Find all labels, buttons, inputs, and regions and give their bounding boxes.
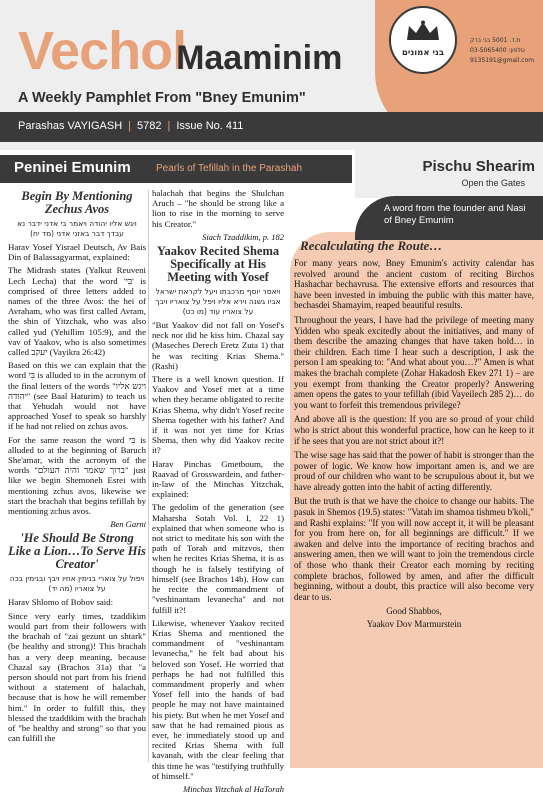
paragraph: Based on this we can explain that the word בִּי is alluded to in the acronym of the final letters of the words "ויגש אליו יהודה" (see Baal Haturim) to teach us that Yehudah would not have approached Yosef to speak so harshly if he had not relied on zchus avos. [8, 360, 147, 432]
paragraph: The Midrash states (Yalkut Reuveni Lech Lecha) that the word 'בִּי' is comprised of three letters added to names of the three Avos: the hei of Avraham, who was first called Avram, the shin of Yitzchak, who was also called yud (Yehillim 105:9), and the vav of Yaakov, who is also sometimes called יעקב (Vayikra 26:42) [8, 265, 146, 358]
founder-article-body [294, 258, 534, 630]
title-maaminim: Maaminim [176, 39, 343, 77]
paragraph: Likewise, whenever Yaakov recited Krias Shema and mentioned the commandment of "veshinantam levanecha," he felt bad about his beloved son Yosef. He worried that perhaps he had not fulfilled this commandment properly and when Yosef fell into the hands of bad people he may not have maintained his piety. But when he met Yosef and saw that he had remained pious as ever, he immediately stood up and recited Krias Shema with full kavanah, with the clear feeling that this time he was "testifying truthfully of himself." [152, 617, 284, 781]
paragraph: halachah that begins the Shulchan Aruch – "he should be strong like a lion to rise in the morning to serve his Creator." [152, 188, 284, 229]
founder-article-title: Recalculating the Route… [300, 238, 443, 253]
hebrew-verse: ויאסר יוסף מרכבתו ויעל לקראת ישראל אביו גשנה וירא אליו ויפל על צואריו ויבך על צואריו עוד (מו כט) [155, 287, 281, 317]
section-title-left: Peninei Emunim [14, 159, 131, 176]
paragraph: Since very early times, tzaddikim would part from their followers with the brachah of "zai gezunt un shtark" (be healthy and strong)! This brachah has a very deep meaning, because Chazal say (Brachos 31a) that "a person should not part from his friend without a statement of halachah, because that is how he will remember him." In order to fulfill this, they blessed the tzaddikim with the brachah of "be healthy and strong" so that you can fulfill the [8, 610, 146, 744]
section-subtitle-left: Pearls of Tefillah in the Parashah [156, 163, 303, 174]
hebrew-verse: ויגש אליו יהודה ויאמר בי אדני ידבר נא עבדך דבר באזני אדני (מד יח) [17, 219, 137, 238]
paragraph: The wise sage has said that the power of habit is stronger than the power of logic. We know how important amen is, and we are proud of our children who want to be scrupulous about it, but we have already gotten into the habit of acting differently. [294, 450, 534, 492]
contact-phone: 03-5065400 :טלפון [470, 47, 525, 54]
logo-text: בני אמונים [401, 48, 445, 58]
contact-address: ת.ד. 5001 בני ברק [470, 37, 521, 44]
hebrew-verse: ויפול על צוארי בנימין אחיו ויבך ובנימין בכה על צואריו (מה יד) [9, 574, 145, 594]
parasha-name: Parashas VAYIGASH [18, 120, 123, 132]
column-divider [148, 190, 149, 762]
issue-year: 5782 [137, 120, 162, 132]
article-heading: Yaakov Recited Shema Specifically at His Meeting with Yosef [156, 244, 280, 285]
source-citation: Minchas Yitzchak al HaTorah [183, 783, 284, 794]
article-heading: Begin By Mentioning Zechus Avos [21, 189, 133, 216]
section-subtitle-right: Open the Gates [461, 178, 525, 188]
title-vechol: Vechol [18, 21, 187, 81]
paragraph: And above all is the question: If you are so proud of your child who is strict about this wonderful practice, how can he keep to it if he sees that you are not strict about it?! [294, 414, 534, 446]
issue-info: Parashas VAYIGASH | 5782 | Issue No. 411 [18, 120, 244, 132]
bney-emunim-logo [389, 6, 457, 74]
signature-name: Yaakov Dov Marmurstein [366, 619, 462, 629]
paragraph: "But Yaakov did not fall on Yosef's neck nor did he kiss him. Chazal say (Maseches Derech Eretz Zuta 1) that he was reciting Krias Shema." (Rashi) [152, 320, 284, 371]
source-citation: Siach Tzaddikim, p. 182 [202, 231, 284, 242]
masthead-title [18, 20, 342, 84]
signature-greeting: Good Shabbos, [386, 606, 442, 617]
paragraph: For many years now, Bney Emunim's activity calendar has revolved around the ancient custom of reciting Birchos Hashachar bechavrusa. The extensive efforts and resources that have been invested in imbuing the public with this matter have, bechasdei Shamayim, reaped beautiful results. [294, 258, 534, 311]
paragraph: There is a well known question. If Yaakov and Yosef met at a time when they became obligated to recite Krias Shema, why didn't Yosef recite Shema together with his father? And if it was not yet time for Krias Shema, then why did Yaakov recite it? [152, 374, 284, 456]
issue-number: Issue No. 411 [176, 120, 244, 132]
crown-icon [405, 20, 441, 42]
paragraph: The gedolim of the generation (see Maharsha Sotah Vol. I, 22 1) explained that when someone who is not strict to meditate his son with the path of Torah and mitzvos, then when he recites Krias Shema, it is as though he is falsely testifying of himself (see Brachos 14b). How can he recite the commandment of "veshinantam levanecha" and not fulfill it?! [152, 502, 284, 615]
source-citation: Ben Garni [110, 519, 146, 530]
paragraph: Throughout the years, I have had the privilege of meeting many Yidden who speak excitedly about the initiatives, and many of them describe the amazing changes that have taken hold… in their children. Each time I hear such a description, I ask the person I am speaking to: "And what about you…?" Amen is what makes the brachah complete (Zohar Hakadosh Ekev 271 1) – are you exempt from thanking the Creator properly? Answering amen opens the gates to your tefillah (ibid Vayeilech 285 2)… do you want to forfeit this tremendous privilege? [294, 314, 534, 410]
paragraph: For the same reason the word בִּי is alluded to at the beginning of Baruch She'amar, with the acronym of the words "ברוך שאמר והיה העולם" just like we begin Shemoneh Esrei with mentioning zchus avos, likewise we start the brachah that begins tefillah by mentioning zchus avos. [8, 434, 147, 517]
section-title-right: Pischu Shearim [422, 158, 535, 175]
founder-tab-text: A word from the founder and Nasi of Bney Emunim [384, 203, 526, 226]
masthead-subtitle: A Weekly Pamphlet From "Bney Emunim" [18, 90, 306, 106]
paragraph: Harav Pinchas Gmetboum, the Raavad of Grosswardein, and father-in-law of the Minchas Yitzchak, explained: [152, 458, 284, 500]
paragraph: But the truth is that we have the choice to change our habits. The pasuk in Shemos (19.5) states: "Vatah im shamoa tishmeu b'koli," and Rashi explains: "If you will now accept it, it will be pleasant for you from here on, for all beginnings are difficult." If we awaken and delve into the importance of reciting brachos and answering amen, then we will want to join the tremendous circle of those who thank their Creator each morning by reciting complete brachos, followed by amen, and after the difficult beginning, without a doubt, this practice will also become very dear to us. [294, 496, 534, 602]
contact-info [470, 36, 540, 66]
contact-email: 9135191@gmail.com [470, 57, 535, 64]
paragraph: Harav Shlomo of Bobov said: [8, 597, 114, 608]
article-heading: 'He Should Be Strong Like a Lion…To Serve His Creator' [8, 531, 146, 572]
column-b [152, 188, 284, 797]
paragraph: Harav Yosef Yisrael Deutsch, Av Bais Din of Balassagyarmat, explained: [8, 242, 146, 263]
column-a [8, 188, 146, 746]
